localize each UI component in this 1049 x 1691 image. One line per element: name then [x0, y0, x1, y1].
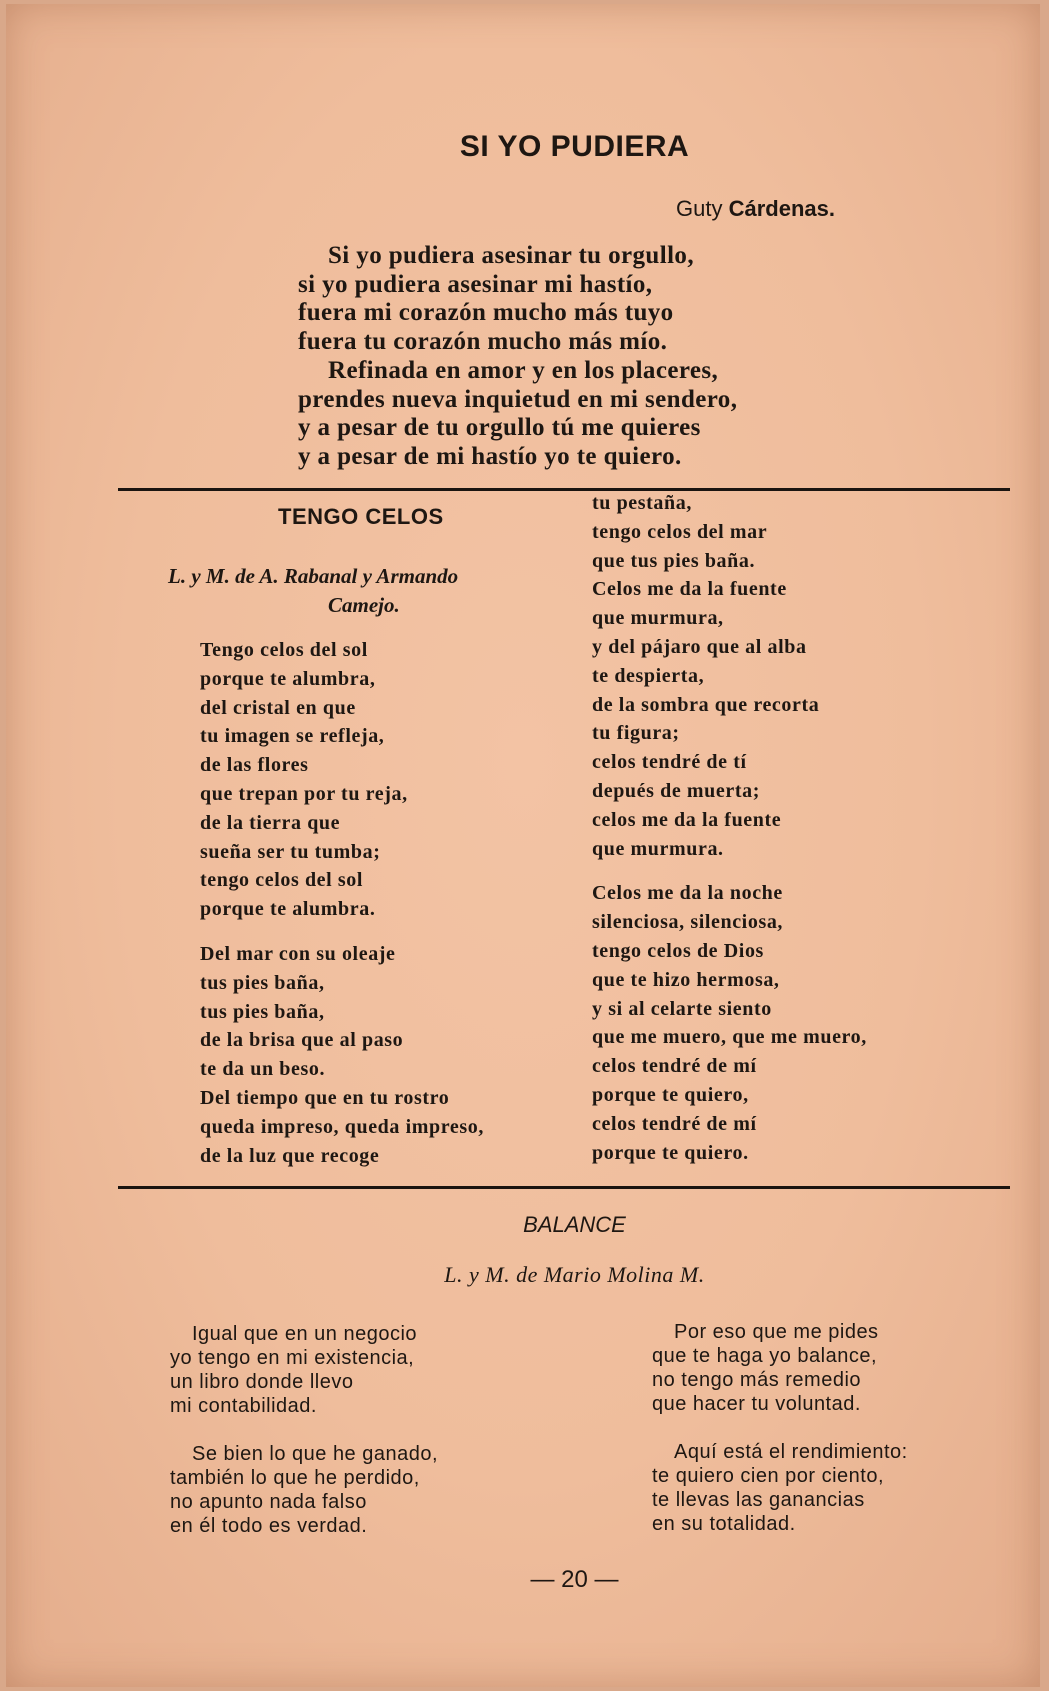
verse-line: Del mar con su oleaje [200, 942, 396, 965]
verse-line: fuera tu corazón mucho más mío. [298, 328, 668, 356]
verse-line: y a pesar de tu orgullo tú me quieres [298, 414, 701, 442]
poem-right-column [652, 1320, 908, 1536]
verse-line: porque te alumbra. [200, 898, 376, 921]
verse-line: celos tendré de mí [592, 1112, 757, 1135]
verse-line: te despierta, [592, 664, 705, 687]
stanza-gap [200, 924, 484, 940]
poem-author [676, 196, 835, 222]
credit-line: L. y M. de A. Rabanal y Armando [168, 564, 459, 588]
verse-line: tengo celos del sol [200, 869, 364, 892]
verse-line: de la tierra que [200, 811, 341, 834]
verse-line: tu figura; [592, 722, 680, 745]
verse-line: Si yo pudiera asesinar tu orgullo, [328, 242, 694, 269]
verse-line: del cristal en que [200, 696, 356, 719]
verse-line: que te haga yo balance, [652, 1345, 878, 1367]
verse-line: mi contabilidad. [170, 1395, 317, 1417]
verse-line: si yo pudiera asesinar mi hastío, [298, 270, 653, 298]
verse-line: Por eso que me pides [674, 1321, 879, 1343]
poem-title-tengo-celos: TENGO CELOS [278, 504, 444, 529]
verse-line: Del tiempo que en tu rostro [200, 1086, 450, 1109]
verse-line: celos tendré de mí [592, 1055, 757, 1078]
verse-line: de la luz que recoge [200, 1144, 380, 1167]
verse-line: y si al celarte siento [592, 997, 772, 1020]
stanza-gap [170, 1418, 438, 1442]
verse-line: que tus pies baña. [592, 549, 756, 572]
verse-line: no tengo más remedio [652, 1369, 862, 1391]
verse-line: porque te quiero. [592, 1141, 749, 1164]
poem-right-column [592, 489, 867, 1167]
verse-line: te da un beso. [200, 1058, 326, 1081]
stanza-gap [652, 1416, 908, 1440]
verse-line: un libro donde llevo [170, 1371, 354, 1393]
verse-line: y a pesar de mi hastío yo te quiero. [298, 442, 682, 470]
verse-line: Celos me da la fuente [592, 578, 787, 601]
verse-line: tu pestaña, [592, 492, 692, 514]
verse-line: prendes nueva inquietud en mi sendero, [298, 385, 738, 413]
page-number: — 20 — [530, 1566, 619, 1593]
verse-line: que murmura, [592, 607, 724, 630]
verse-line: silenciosa, silenciosa, [592, 911, 784, 934]
verse-line: porque te quiero, [592, 1083, 749, 1106]
poem-si-yo-pudiera-body [298, 242, 737, 472]
verse-line: tus pies baña, [200, 1000, 325, 1023]
verse-line: porque te alumbra, [200, 667, 376, 690]
verse-line: depués de muerta; [592, 779, 760, 802]
stanza-gap [592, 863, 867, 879]
verse-line: y del pájaro que al alba [592, 635, 807, 658]
verse-line: Aquí está el rendimiento: [674, 1441, 908, 1463]
credit-line: Camejo. [328, 593, 400, 617]
verse-line: de la brisa que al paso [200, 1029, 404, 1052]
verse-line: de la sombra que recorta [592, 693, 820, 716]
verse-line: también lo que he perdido, [170, 1467, 420, 1489]
verse-line: Tengo celos del sol [200, 639, 368, 661]
verse-line: de las flores [200, 754, 309, 777]
verse-line: tengo celos de Dios [592, 939, 764, 962]
poem-credit: L. y M. de Mario Molina M. [444, 1262, 705, 1287]
verse-line: fuera mi corazón mucho más tuyo [298, 299, 674, 327]
section-divider [118, 1186, 1010, 1189]
verse-line: te llevas las ganancias [652, 1489, 865, 1511]
verse-line: sueña ser tu tumba; [200, 840, 381, 863]
author-last-name: Cárdenas. [728, 196, 835, 221]
verse-line: que murmura. [592, 837, 724, 860]
verse-line: Igual que en un negocio [192, 1323, 418, 1345]
poem-title-balance: BALANCE [523, 1212, 626, 1237]
verse-line: te quiero cien por ciento, [652, 1465, 885, 1487]
poem-credit [168, 562, 568, 620]
verse-line: queda impreso, queda impreso, [200, 1115, 484, 1138]
verse-line: que trepan por tu reja, [200, 782, 408, 805]
poem-left-column [200, 636, 484, 1170]
verse-line: Celos me da la noche [592, 882, 783, 905]
verse-line: en su totalidad. [652, 1513, 796, 1535]
verse-line: tus pies baña, [200, 971, 325, 994]
verse-line: que te hizo hermosa, [592, 968, 780, 991]
verse-line: celos tendré de tí [592, 751, 747, 774]
section-divider [118, 488, 1010, 491]
verse-line: que hacer tu voluntad. [652, 1393, 861, 1415]
verse-line: no apunto nada falso [170, 1491, 367, 1513]
poem-title-si-yo-pudiera: SI YO PUDIERA [459, 130, 690, 163]
verse-line: tu imagen se refleja, [200, 725, 385, 748]
verse-line: que me muero, que me muero, [592, 1026, 867, 1049]
author-first-name: Guty [676, 196, 723, 221]
verse-line: celos me da la fuente [592, 808, 782, 831]
poem-left-column [170, 1322, 438, 1538]
verse-line: tengo celos del mar [592, 520, 768, 543]
verse-line: en él todo es verdad. [170, 1515, 368, 1537]
verse-line: Refinada en amor y en los placeres, [328, 356, 719, 384]
verse-line: Se bien lo que he ganado, [192, 1443, 439, 1465]
verse-line: yo tengo en mi existencia, [170, 1347, 415, 1369]
